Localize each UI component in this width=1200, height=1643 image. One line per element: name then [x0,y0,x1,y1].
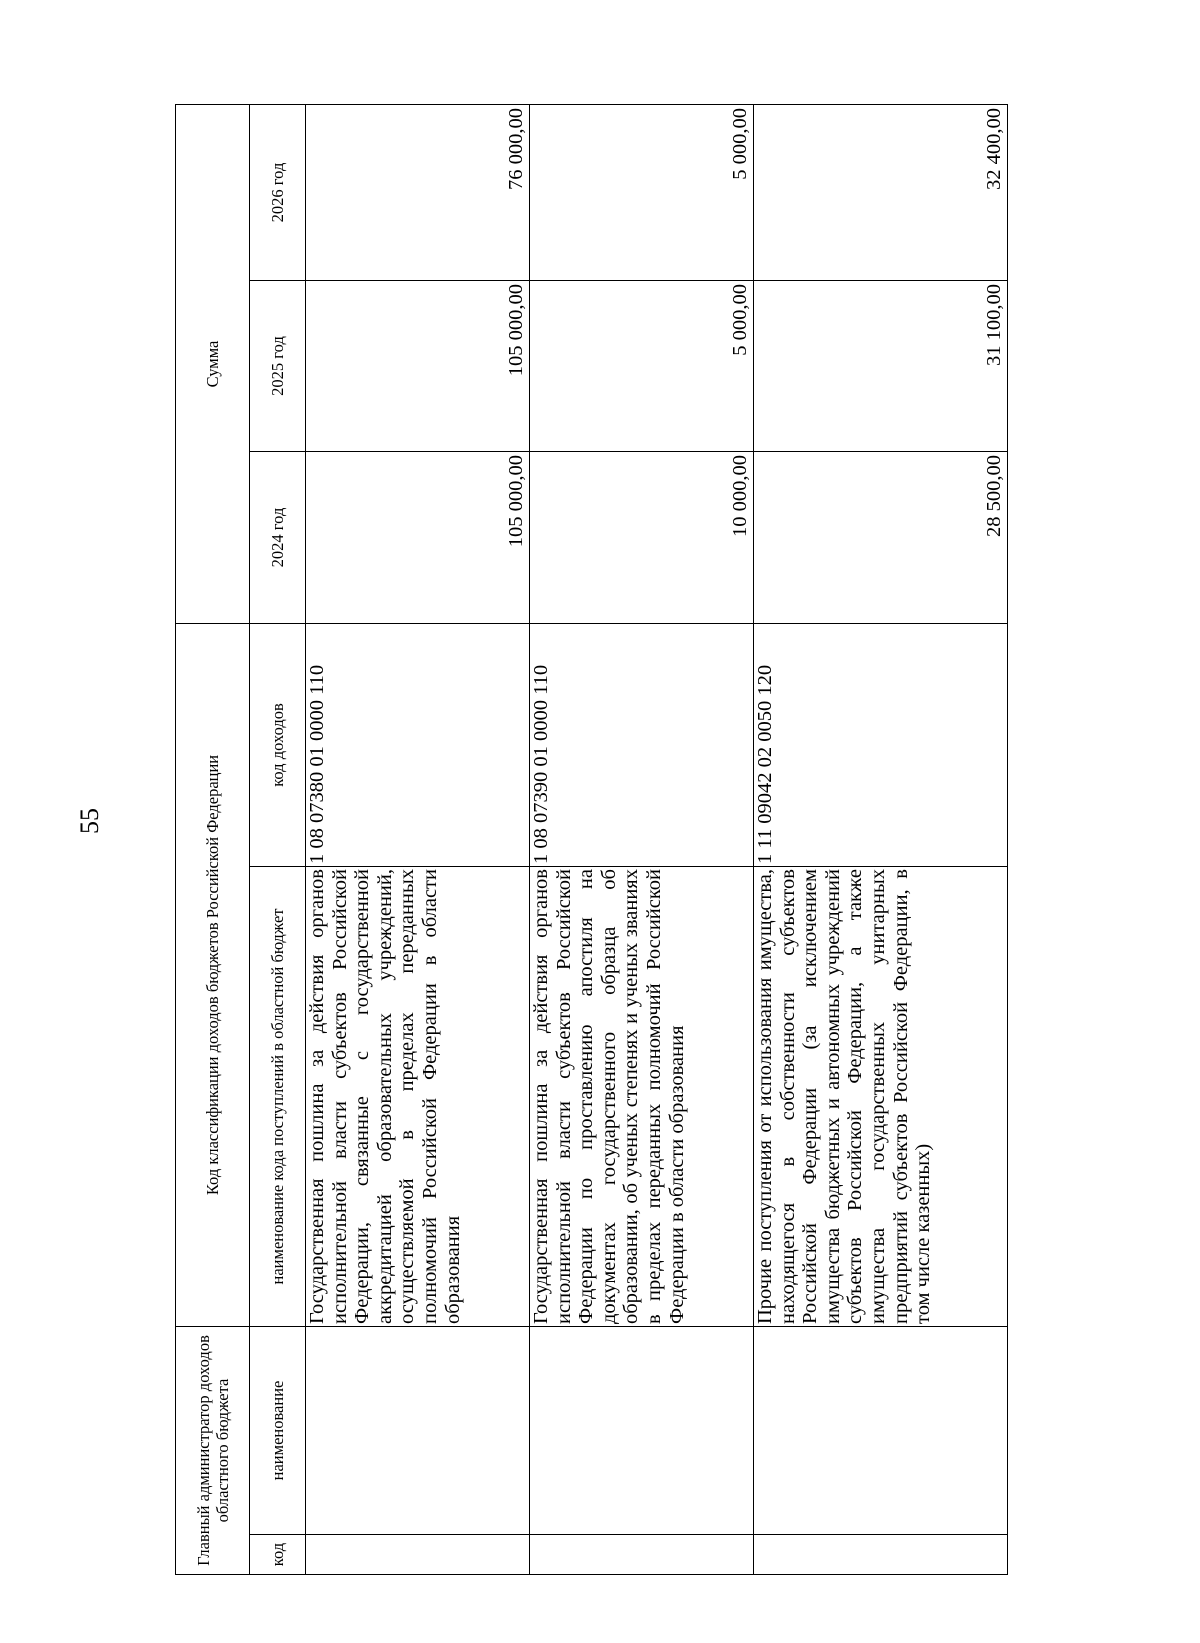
header-sum-group: Сумма [176,104,250,623]
table-row [530,104,754,1574]
sum-2024-cell: 10 000,00 [530,451,754,623]
sum-2025-cell: 5 000,00 [530,280,754,451]
admin-name-cell [530,1327,754,1535]
page-number: 55 [75,808,104,834]
header-admin-group: Главный администратор доходов областного бюджета [176,1327,250,1575]
header-income-name: наименование кода поступлений в областной бюджет [250,867,306,1327]
sum-2026-cell: 5 000,00 [530,104,754,280]
admin-code-cell [530,1535,754,1575]
sum-2026-cell: 76 000,00 [306,104,530,280]
income-name-cell: Государственная пошлина за действия органов исполнительной власти субъектов Российской Федерации по проставлению апостиля на документах государственного образца об образовании, об ученых степенях и ученых званиях в пределах переданных полномочий Российской Федерации в области образования [530,867,754,1327]
income-code-cell: 1 08 07380 01 0000 110 [306,623,530,866]
income-classification-table [175,104,1008,1575]
table-row [306,104,530,1574]
sum-2024-cell: 28 500,00 [754,451,1008,623]
sum-2024-cell: 105 000,00 [306,451,530,623]
sum-2025-cell: 31 100,00 [754,280,1008,451]
header-year-2026: 2026 год [250,104,306,280]
header-admin-name: наименование [250,1327,306,1535]
sum-2026-cell: 32 400,00 [754,104,1008,280]
admin-name-cell [306,1327,530,1535]
income-name-cell: Государственная пошлина за действия органов исполнительной власти субъектов Российской Федерации, связанные с государственной аккредитацией образовательных учреждений, осуществляемой в пределах переданных полномочий Российской Федерации в области образования [306,867,530,1327]
income-name-cell: Прочие поступления от использования имущества, находящегося в собственности субъектов Российской Федерации (за исключением имущества бюджетных и автономных учреждений субъектов Российской Федерации, а также имущества государственных унитарных предприятий субъектов Российской Федерации, в том числе казенных) [754,867,1008,1327]
income-code-cell: 1 08 07390 01 0000 110 [530,623,754,866]
admin-code-cell [306,1535,530,1575]
header-income-code: код доходов [250,623,306,866]
header-year-2025: 2025 год [250,280,306,451]
header-year-2024: 2024 год [250,451,306,623]
table-row [754,104,1008,1574]
admin-name-cell [754,1327,1008,1535]
header-classification-group: Код классификации доходов бюджетов Российской Федерации [176,623,250,1326]
header-admin-code: код [250,1535,306,1575]
sum-2025-cell: 105 000,00 [306,280,530,451]
income-code-cell: 1 11 09042 02 0050 120 [754,623,1008,866]
rotated-table-frame [175,105,1045,1575]
admin-code-cell [754,1535,1008,1575]
